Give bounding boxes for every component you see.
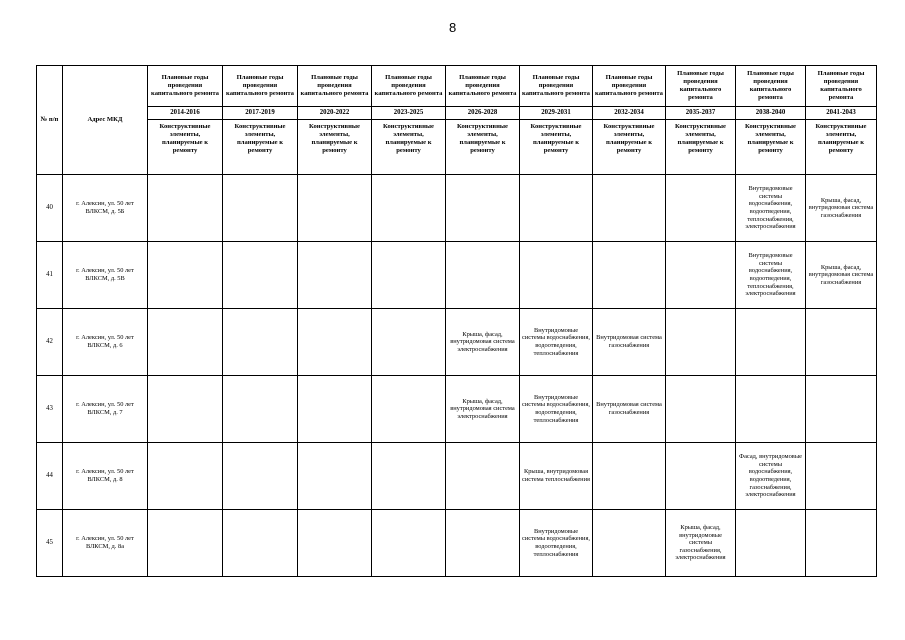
table-row xyxy=(37,376,877,443)
repair-elements-cell xyxy=(372,510,446,577)
header-address: Адрес МКД xyxy=(63,66,148,175)
repair-elements-cell xyxy=(806,443,877,510)
header-elements: Конструктивные элементы, планируемые к ремонту xyxy=(223,120,298,175)
repair-elements-cell xyxy=(593,242,666,309)
header-year-range: 2023-2025 xyxy=(372,107,446,120)
repair-elements-cell xyxy=(148,443,223,510)
row-number: 42 xyxy=(37,309,63,376)
repair-elements-cell: Внутридомовые системы водоснабжения, водоотведения, теплоснабжения, электроснабжения xyxy=(736,175,806,242)
header-year-range: 2032-2034 xyxy=(593,107,666,120)
row-address: г. Алексин, ул. 50 лет ВЛКСМ, д. 7 xyxy=(63,376,148,443)
header-year-range: 2014-2016 xyxy=(148,107,223,120)
repair-elements-cell xyxy=(372,376,446,443)
header-planned-years: Плановые годы проведения капитального ремонта xyxy=(736,66,806,107)
repair-elements-cell xyxy=(148,510,223,577)
row-address: г. Алексин, ул. 50 лет ВЛКСМ, д. 8 xyxy=(63,443,148,510)
header-planned-years: Плановые годы проведения капитального ремонта xyxy=(372,66,446,107)
repair-elements-cell xyxy=(148,309,223,376)
header-elements: Конструктивные элементы, планируемые к ремонту xyxy=(520,120,593,175)
repair-elements-cell: Крыша, фасад, внутридомовая система электроснабжения xyxy=(446,309,520,376)
repair-elements-cell xyxy=(806,309,877,376)
row-number: 43 xyxy=(37,376,63,443)
repair-elements-cell: Крыша, фасад, внутридомовые системы газоснабжения, электроснабжения xyxy=(666,510,736,577)
header-num: № п/п xyxy=(37,66,63,175)
header-year-range: 2020-2022 xyxy=(298,107,372,120)
repair-elements-cell xyxy=(372,242,446,309)
repair-elements-cell xyxy=(736,309,806,376)
repair-elements-cell xyxy=(593,510,666,577)
repair-elements-cell xyxy=(666,443,736,510)
repair-elements-cell xyxy=(520,242,593,309)
table-body xyxy=(37,175,877,577)
table-row xyxy=(37,443,877,510)
repair-elements-cell xyxy=(666,376,736,443)
repair-elements-cell xyxy=(372,175,446,242)
row-number: 41 xyxy=(37,242,63,309)
table-row xyxy=(37,175,877,242)
repair-elements-cell xyxy=(446,175,520,242)
header-elements: Конструктивные элементы, планируемые к ремонту xyxy=(593,120,666,175)
header-planned-years: Плановые годы проведения капитального ремонта xyxy=(520,66,593,107)
header-elements: Конструктивные элементы, планируемые к ремонту xyxy=(806,120,877,175)
row-number: 45 xyxy=(37,510,63,577)
repair-elements-cell: Крыша, фасад, внутридомовая система электроснабжения xyxy=(446,376,520,443)
repair-elements-cell xyxy=(593,443,666,510)
repair-elements-cell xyxy=(223,376,298,443)
row-address: г. Алексин, ул. 50 лет ВЛКСМ, д. 5В xyxy=(63,242,148,309)
repair-elements-cell xyxy=(666,242,736,309)
repair-elements-cell xyxy=(446,242,520,309)
repair-elements-cell xyxy=(298,376,372,443)
repair-elements-cell xyxy=(806,376,877,443)
repair-elements-cell: Внутридомовая система газоснабжения xyxy=(593,309,666,376)
repair-elements-cell xyxy=(148,242,223,309)
header-planned-years: Плановые годы проведения капитального ремонта xyxy=(593,66,666,107)
repair-elements-cell: Внутридомовые системы водоснабжения, водоотведения, теплоснабжения, электроснабжения xyxy=(736,242,806,309)
repair-elements-cell: Фасад, внутридомовые системы водоснабжения, водоотведения, газоснабжения, электроснабжения xyxy=(736,443,806,510)
repair-elements-cell xyxy=(298,443,372,510)
repair-elements-cell xyxy=(372,309,446,376)
repair-elements-cell xyxy=(298,175,372,242)
header-elements: Конструктивные элементы, планируемые к ремонту xyxy=(736,120,806,175)
row-address: г. Алексин, ул. 50 лет ВЛКСМ, д. 6 xyxy=(63,309,148,376)
header-year-range: 2026-2028 xyxy=(446,107,520,120)
repair-elements-cell xyxy=(593,175,666,242)
header-planned-years: Плановые годы проведения капитального ремонта xyxy=(806,66,877,107)
repair-elements-cell xyxy=(223,175,298,242)
repair-elements-cell xyxy=(736,376,806,443)
row-address: г. Алексин, ул. 50 лет ВЛКСМ, д. 8а xyxy=(63,510,148,577)
repair-elements-cell xyxy=(223,242,298,309)
header-planned-years: Плановые годы проведения капитального ремонта xyxy=(666,66,736,107)
repair-elements-cell: Внутридомовая система газоснабжения xyxy=(593,376,666,443)
row-number: 44 xyxy=(37,443,63,510)
repair-elements-cell xyxy=(666,175,736,242)
repair-elements-cell xyxy=(372,443,446,510)
header-planned-years: Плановые годы проведения капитального ремонта xyxy=(148,66,223,107)
header-planned-years: Плановые годы проведения капитального ремонта xyxy=(298,66,372,107)
repair-elements-cell xyxy=(298,309,372,376)
table-row xyxy=(37,309,877,376)
repair-elements-cell: Внутридомовые системы водоснабжения, водоотведения, теплоснабжения xyxy=(520,510,593,577)
repair-elements-cell xyxy=(666,309,736,376)
header-elements: Конструктивные элементы, планируемые к ремонту xyxy=(298,120,372,175)
page-number: 8 xyxy=(449,20,457,35)
table-row xyxy=(37,242,877,309)
capital-repair-table xyxy=(36,65,877,577)
header-year-range: 2017-2019 xyxy=(223,107,298,120)
header-year-range: 2035-2037 xyxy=(666,107,736,120)
header-planned-years: Плановые годы проведения капитального ремонта xyxy=(223,66,298,107)
header-row-planned xyxy=(37,66,877,107)
header-elements: Конструктивные элементы, планируемые к ремонту xyxy=(148,120,223,175)
header-row-elements xyxy=(37,120,877,175)
header-year-range: 2041-2043 xyxy=(806,107,877,120)
repair-elements-cell: Внутридомовые системы водоснабжения, водоотведения, теплоснабжения xyxy=(520,376,593,443)
header-elements: Конструктивные элементы, планируемые к ремонту xyxy=(446,120,520,175)
repair-elements-cell: Крыша, внутридомовая система теплоснабжения xyxy=(520,443,593,510)
table-row xyxy=(37,510,877,577)
header-elements: Конструктивные элементы, планируемые к ремонту xyxy=(666,120,736,175)
repair-elements-cell xyxy=(446,510,520,577)
repair-elements-cell xyxy=(148,376,223,443)
repair-elements-cell xyxy=(223,510,298,577)
repair-elements-cell xyxy=(148,175,223,242)
row-address: г. Алексин, ул. 50 лет ВЛКСМ, д. 5Б xyxy=(63,175,148,242)
repair-elements-cell xyxy=(736,510,806,577)
header-elements: Конструктивные элементы, планируемые к ремонту xyxy=(372,120,446,175)
header-planned-years: Плановые годы проведения капитального ремонта xyxy=(446,66,520,107)
header-row-years xyxy=(37,107,877,120)
repair-elements-cell xyxy=(298,510,372,577)
repair-elements-cell xyxy=(298,242,372,309)
repair-elements-cell xyxy=(520,175,593,242)
repair-elements-cell: Внутридомовые системы водоснабжения, водоотведения, теплоснабжения xyxy=(520,309,593,376)
repair-elements-cell xyxy=(446,443,520,510)
repair-elements-cell: Крыша, фасад, внутридомовая система газоснабжения xyxy=(806,175,877,242)
repair-elements-cell xyxy=(806,510,877,577)
header-year-range: 2038-2040 xyxy=(736,107,806,120)
header-year-range: 2029-2031 xyxy=(520,107,593,120)
repair-elements-cell: Крыша, фасад, внутридомовая система газоснабжения xyxy=(806,242,877,309)
repair-elements-cell xyxy=(223,443,298,510)
repair-elements-cell xyxy=(223,309,298,376)
row-number: 40 xyxy=(37,175,63,242)
